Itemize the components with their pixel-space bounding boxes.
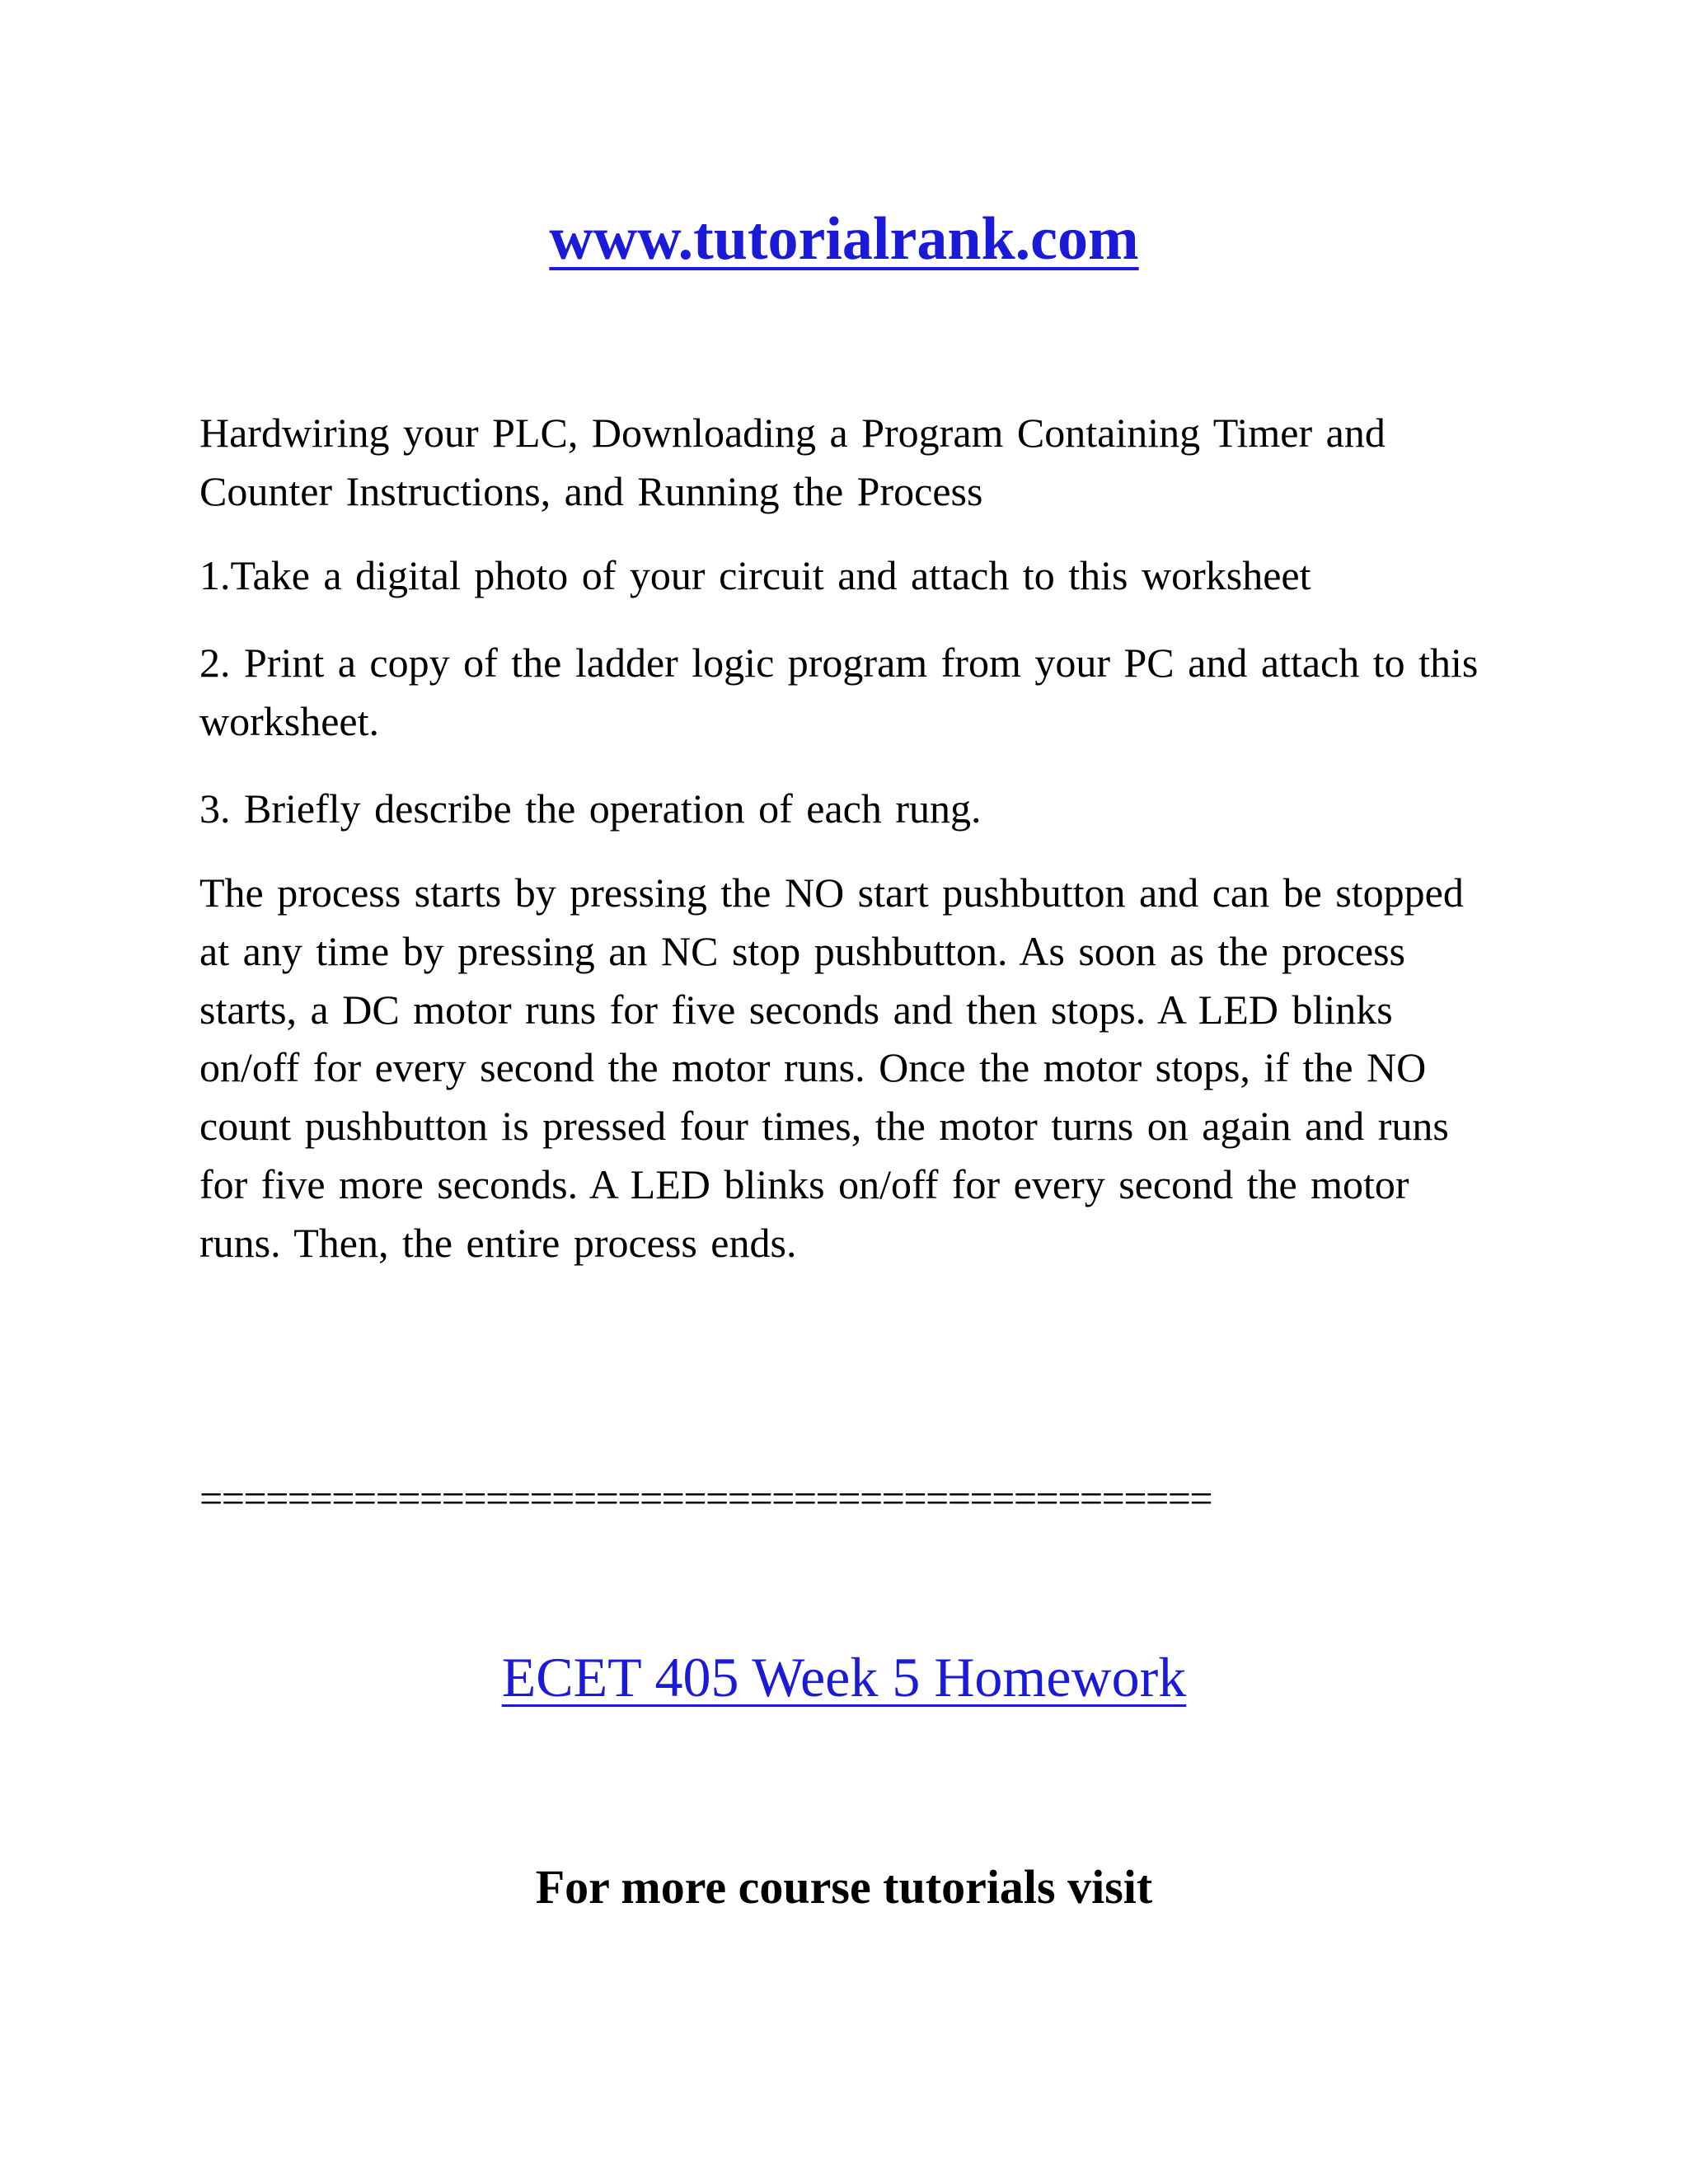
site-link[interactable]: www.tutorialrank.com [549,205,1139,273]
separator-line: ============================================== [199,1475,1212,1521]
step-item: 1.Take a digital photo of your circuit and attach to this worksheet [199,552,1311,598]
course-link[interactable]: ECET 405 Week 5 Homework [501,1646,1187,1708]
process-description: The process starts by pressing the NO start pushbutton and can be stopped at any time by pressing an NC stop pushbutton. As soon as the process starts, a DC motor runs for five seconds and then stops. A LED blinks on/off for every second the motor runs. Once the motor stops, if the NO count pushbutton is pressed four times, the motor turns on again and runs for five more seconds. A LED blinks on/off for every second the motor runs. Then, the entire process ends. [199,869,1464,1266]
step-item: 2. Print a copy of the ladder logic program from your PC and attach to this worksheet. [199,640,1479,744]
visit-text: For more course tutorials visit [535,1860,1153,1914]
assignment-title: Hardwiring your PLC, Downloading a Program Containing Timer and Counter Instructions, and Running the Process [199,410,1386,514]
step-item: 3. Briefly describe the operation of each rung. [199,785,982,832]
